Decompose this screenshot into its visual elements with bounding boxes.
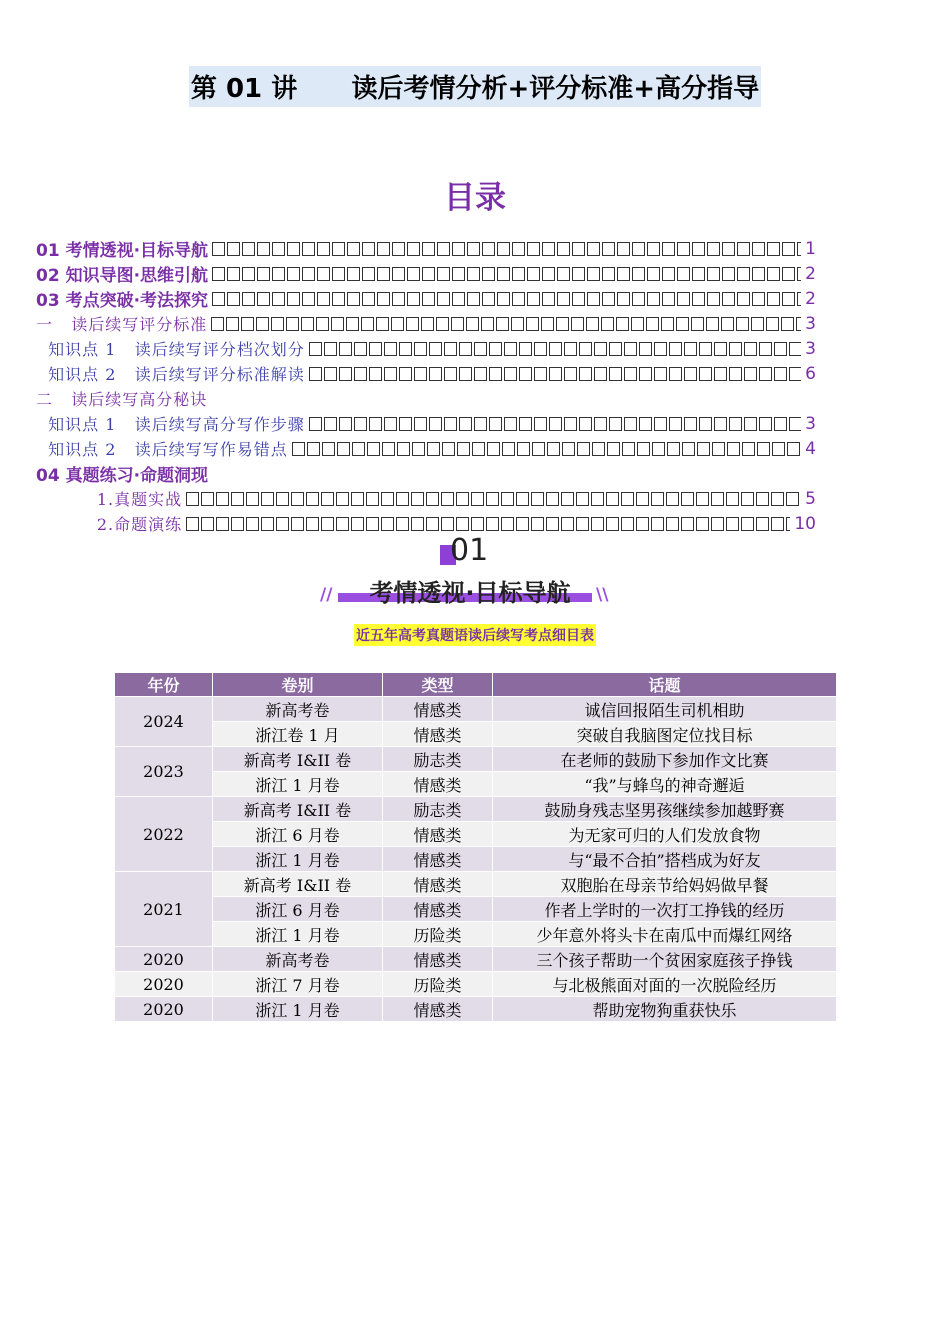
topic-cell: “我”与蜂鸟的神奇邂逅 (493, 772, 837, 797)
toc-leader (292, 442, 801, 456)
toc-item-label: 知识点 2 读后续写评分标准解读 (36, 365, 305, 384)
title-wrap (0, 66, 950, 107)
paper-cell: 浙江 1 月卷 (213, 847, 383, 872)
paper-cell: 浙江 6 月卷 (213, 897, 383, 922)
toc-item[interactable] (36, 386, 816, 411)
toc-item[interactable] (36, 461, 816, 486)
toc-leader (212, 292, 801, 306)
type-cell: 历险类 (383, 972, 493, 997)
table-row (115, 972, 837, 997)
toc-leader (309, 417, 801, 431)
type-cell: 情感类 (383, 872, 493, 897)
toc-leader (186, 517, 790, 531)
toc-item[interactable] (36, 286, 816, 311)
table-row (115, 897, 837, 922)
table-caption-wrap (0, 624, 950, 646)
toc-leader (212, 267, 801, 281)
page-title: 第 01 讲 读后考情分析+评分标准+高分指导 (189, 66, 761, 107)
toc-item-label: 知识点 1 读后续写高分写作步骤 (36, 415, 305, 434)
toc-item[interactable] (36, 261, 816, 286)
section-number: 01 (450, 533, 489, 568)
topic-cell: 三个孩子帮助一个贫困家庭孩子挣钱 (493, 947, 837, 972)
paper-cell: 新高考 I&II 卷 (213, 797, 383, 822)
table-caption: 近五年高考真题语读后续写考点细目表 (354, 624, 596, 646)
table-row (115, 747, 837, 772)
type-cell: 情感类 (383, 772, 493, 797)
toc-item-page: 3 (805, 313, 816, 334)
paper-cell: 浙江 1 月卷 (213, 772, 383, 797)
toc-item-page: 6 (805, 363, 816, 384)
toc-leader (309, 367, 801, 381)
paper-cell: 浙江 1 月卷 (213, 922, 383, 947)
paper-cell: 新高考卷 (213, 697, 383, 722)
toc-leader (211, 317, 801, 331)
toc-item-label: 知识点 2 读后续写写作易错点 (36, 440, 288, 459)
toc-item-label: 01 考情透视·目标导航 (36, 241, 209, 261)
toc-item[interactable] (36, 486, 816, 511)
toc-item[interactable] (36, 311, 816, 336)
table-of-contents (36, 236, 816, 536)
toc-item-label: 2.命题演练 (36, 515, 183, 534)
section-badge (320, 533, 620, 613)
toc-item-label: 04 真题练习·命题洞现 (36, 466, 209, 486)
header-paper: 卷别 (213, 673, 383, 697)
toc-item-page: 10 (794, 513, 816, 534)
toc-item-label: 02 知识导图·思维引航 (36, 266, 209, 286)
toc-item-label: 03 考点突破·考法探究 (36, 291, 209, 311)
paper-cell: 浙江 7 月卷 (213, 972, 383, 997)
year-cell: 2020 (115, 997, 213, 1022)
toc-item-label: 1.真题实战 (36, 490, 183, 509)
table-row (115, 947, 837, 972)
topic-cell: 鼓励身残志坚男孩继续参加越野赛 (493, 797, 837, 822)
type-cell: 情感类 (383, 697, 493, 722)
toc-heading: 目录 (444, 180, 506, 216)
toc-leader (309, 342, 801, 356)
type-cell: 情感类 (383, 997, 493, 1022)
table-row (115, 772, 837, 797)
topic-cell: 与北极熊面对面的一次脱险经历 (493, 972, 837, 997)
type-cell: 情感类 (383, 897, 493, 922)
toc-item[interactable] (36, 411, 816, 436)
table-header-row (115, 673, 837, 697)
toc-item-page: 3 (805, 338, 816, 359)
table-row (115, 997, 837, 1022)
section-title: 考情透视·目标导航 (369, 579, 571, 607)
topic-cell: 帮助宠物狗重获快乐 (493, 997, 837, 1022)
paper-cell: 浙江 1 月卷 (213, 997, 383, 1022)
table-row (115, 722, 837, 747)
header-type: 类型 (383, 673, 493, 697)
exam-topics-table (114, 672, 837, 1022)
toc-item-page: 4 (805, 438, 816, 459)
paper-cell: 新高考 I&II 卷 (213, 747, 383, 772)
topic-cell: 突破自我脑图定位找目标 (493, 722, 837, 747)
topic-cell: 在老师的鼓励下参加作文比赛 (493, 747, 837, 772)
topic-cell: 诚信回报陌生司机相助 (493, 697, 837, 722)
toc-item[interactable] (36, 436, 816, 461)
toc-leader (186, 492, 801, 506)
paper-cell: 浙江 6 月卷 (213, 822, 383, 847)
type-cell: 情感类 (383, 947, 493, 972)
toc-item-label: 二 读后续写高分秘诀 (36, 390, 208, 409)
toc-item-page: 1 (805, 238, 816, 259)
topic-cell: 双胞胎在母亲节给妈妈做早餐 (493, 872, 837, 897)
year-cell: 2020 (115, 972, 213, 997)
topic-cell: 作者上学时的一次打工挣钱的经历 (493, 897, 837, 922)
year-cell: 2022 (115, 797, 213, 872)
toc-item[interactable] (36, 361, 816, 386)
year-cell: 2020 (115, 947, 213, 972)
table-row (115, 822, 837, 847)
type-cell: 情感类 (383, 847, 493, 872)
toc-item-page: 3 (805, 413, 816, 434)
toc-leader (212, 242, 801, 256)
slash-left-decoration: // (320, 585, 333, 605)
table-row (115, 922, 837, 947)
topic-cell: 少年意外将头卡在南瓜中而爆红网络 (493, 922, 837, 947)
type-cell: 励志类 (383, 747, 493, 772)
paper-cell: 新高考 I&II 卷 (213, 872, 383, 897)
type-cell: 情感类 (383, 822, 493, 847)
type-cell: 励志类 (383, 797, 493, 822)
toc-item[interactable] (36, 236, 816, 261)
paper-cell: 浙江卷 1 月 (213, 722, 383, 747)
table-row (115, 872, 837, 897)
header-year: 年份 (115, 673, 213, 697)
toc-item-label: 知识点 1 读后续写评分档次划分 (36, 340, 305, 359)
paper-cell: 新高考卷 (213, 947, 383, 972)
toc-item-page: 2 (805, 288, 816, 309)
type-cell: 历险类 (383, 922, 493, 947)
toc-item[interactable] (36, 336, 816, 361)
toc-item-page: 5 (805, 488, 816, 509)
table-row (115, 847, 837, 872)
toc-item-page: 2 (805, 263, 816, 284)
year-cell: 2023 (115, 747, 213, 797)
type-cell: 情感类 (383, 722, 493, 747)
table-row (115, 797, 837, 822)
header-topic: 话题 (493, 673, 837, 697)
topic-cell: 为无家可归的人们发放食物 (493, 822, 837, 847)
table-row (115, 697, 837, 722)
year-cell: 2024 (115, 697, 213, 747)
toc-item-label: 一 读后续写评分标准 (36, 315, 208, 334)
slash-right-decoration: \\ (596, 585, 609, 605)
year-cell: 2021 (115, 872, 213, 947)
topic-cell: 与“最不合拍”搭档成为好友 (493, 847, 837, 872)
